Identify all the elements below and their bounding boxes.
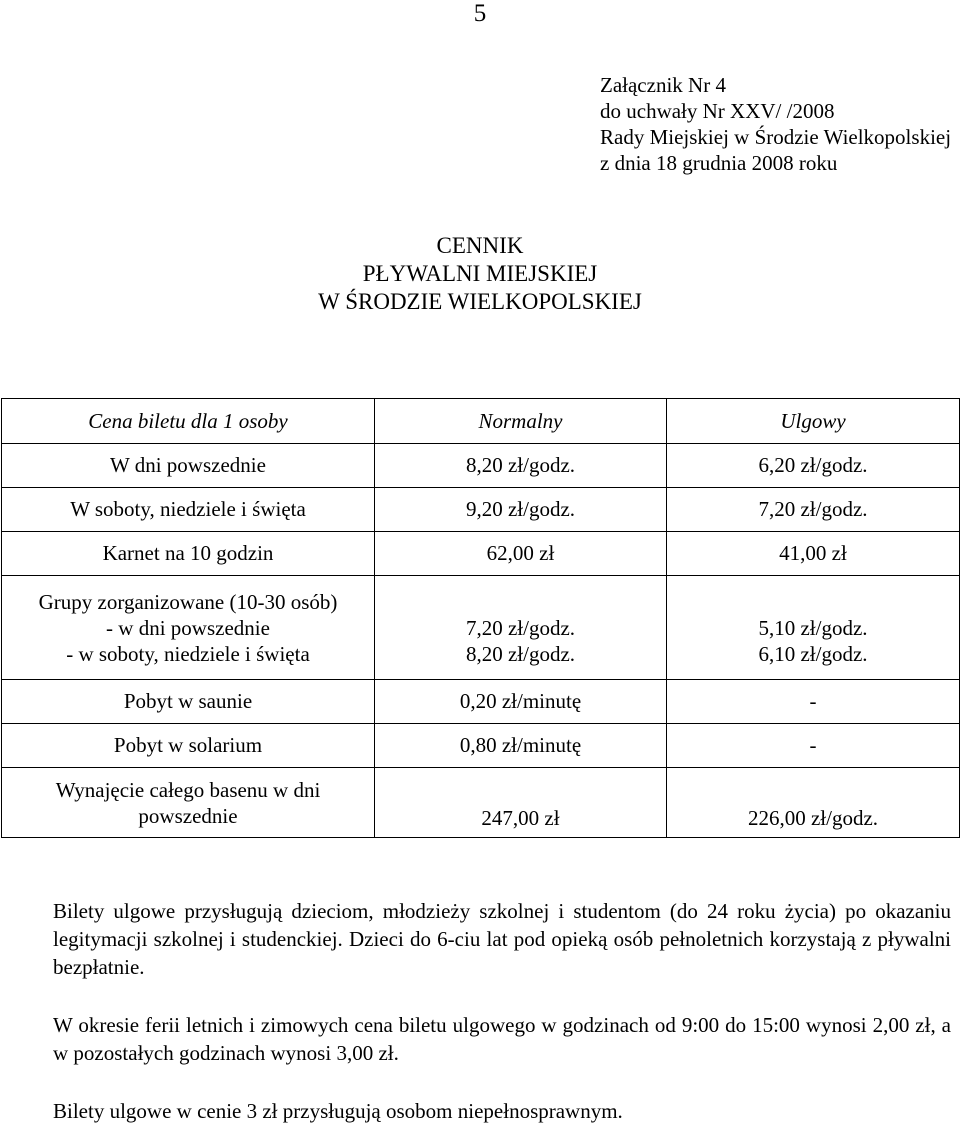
groups-label-line-2: - w dni powszednie bbox=[106, 615, 270, 640]
title-line-2: PŁYWALNI MIEJSKIEJ bbox=[362, 261, 598, 286]
row-reduced: 41,00 zł bbox=[667, 532, 960, 576]
note-disabled bbox=[53, 1097, 951, 1125]
row-normal: 0,20 zł/minutę bbox=[375, 680, 667, 724]
table-row-groups bbox=[2, 576, 960, 680]
note-holidays bbox=[53, 1011, 951, 1067]
table-row bbox=[2, 532, 960, 576]
groups-normal-weekday: 7,20 zł/godz. bbox=[465, 615, 576, 640]
row-label: W soboty, niedziele i święta bbox=[2, 488, 375, 532]
document-title bbox=[0, 232, 960, 316]
groups-reduced bbox=[667, 576, 960, 680]
row-normal: 9,20 zł/godz. bbox=[375, 488, 667, 532]
header-ticket-price: Cena biletu dla 1 osoby bbox=[2, 399, 375, 444]
groups-label-line-1: Grupy zorganizowane (10-30 osób) bbox=[38, 589, 338, 614]
groups-label-line-3: - w soboty, niedziele i święta bbox=[66, 641, 310, 666]
groups-normal bbox=[375, 576, 667, 680]
page-number: 5 bbox=[473, 0, 487, 27]
annex-resolution: do uchwały Nr XXV/ /2008 bbox=[600, 99, 835, 123]
table-row bbox=[2, 724, 960, 768]
table-row bbox=[2, 444, 960, 488]
groups-reduced-weekend: 6,10 zł/godz. bbox=[758, 641, 868, 666]
annex-date: z dnia 18 grudnia 2008 roku bbox=[600, 151, 838, 175]
row-normal: 8,20 zł/godz. bbox=[375, 444, 667, 488]
row-label: Karnet na 10 godzin bbox=[2, 532, 375, 576]
annex-title: Załącznik Nr 4 bbox=[600, 73, 726, 97]
note-reduced-tickets bbox=[53, 897, 951, 981]
note-paragraph-1: Bilety ulgowe przysługują dzieciom, młodzieży szkolnej i studentom (do 24 roku życia) po okazaniu legitymacji szkolnej i studenckiej. Dzieci do 6-ciu lat pod opieką osób pełnoletnich korzystają z pływalni bezpłatnie. bbox=[53, 899, 951, 979]
title-line-1: CENNIK bbox=[436, 233, 524, 258]
row-reduced: 7,20 zł/godz. bbox=[667, 488, 960, 532]
annex-council: Rady Miejskiej w Środzie Wielkopolskiej bbox=[600, 125, 952, 149]
groups-reduced-weekday: 5,10 zł/godz. bbox=[758, 615, 868, 640]
header-reduced: Ulgowy bbox=[667, 399, 960, 444]
table-row bbox=[2, 488, 960, 532]
row-reduced: - bbox=[667, 724, 960, 768]
row-label: Pobyt w saunie bbox=[2, 680, 375, 724]
note-paragraph-2: W okresie ferii letnich i zimowych cena biletu ulgowego w godzinach od 9:00 do 15:00 wynosi 2,00 zł, a w pozostałych godzinach wynosi 3,00 zł. bbox=[53, 1013, 951, 1065]
rental-reduced: 226,00 zł/godz. bbox=[667, 768, 960, 838]
note-paragraph-3: Bilety ulgowe w cenie 3 zł przysługują osobom niepełnosprawnym. bbox=[53, 1099, 623, 1123]
title-line-3: W ŚRODZIE WIELKOPOLSKIEJ bbox=[318, 289, 642, 314]
row-label: W dni powszednie bbox=[2, 444, 375, 488]
row-reduced: 6,20 zł/godz. bbox=[667, 444, 960, 488]
price-table bbox=[1, 398, 960, 838]
rental-normal: 247,00 zł bbox=[375, 768, 667, 838]
rental-label-line-1: Wynajęcie całego basenu w dni bbox=[55, 777, 321, 802]
rental-label bbox=[2, 768, 375, 838]
groups-normal-weekend: 8,20 zł/godz. bbox=[465, 641, 576, 666]
row-label: Pobyt w solarium bbox=[2, 724, 375, 768]
table-row bbox=[2, 680, 960, 724]
row-reduced: - bbox=[667, 680, 960, 724]
groups-label bbox=[2, 576, 375, 680]
table-header-row bbox=[2, 399, 960, 444]
rental-label-line-2: powszednie bbox=[138, 803, 238, 828]
header-normal: Normalny bbox=[375, 399, 667, 444]
row-normal: 0,80 zł/minutę bbox=[375, 724, 667, 768]
row-normal: 62,00 zł bbox=[375, 532, 667, 576]
table-row-rental bbox=[2, 768, 960, 838]
annex-header bbox=[600, 72, 951, 176]
